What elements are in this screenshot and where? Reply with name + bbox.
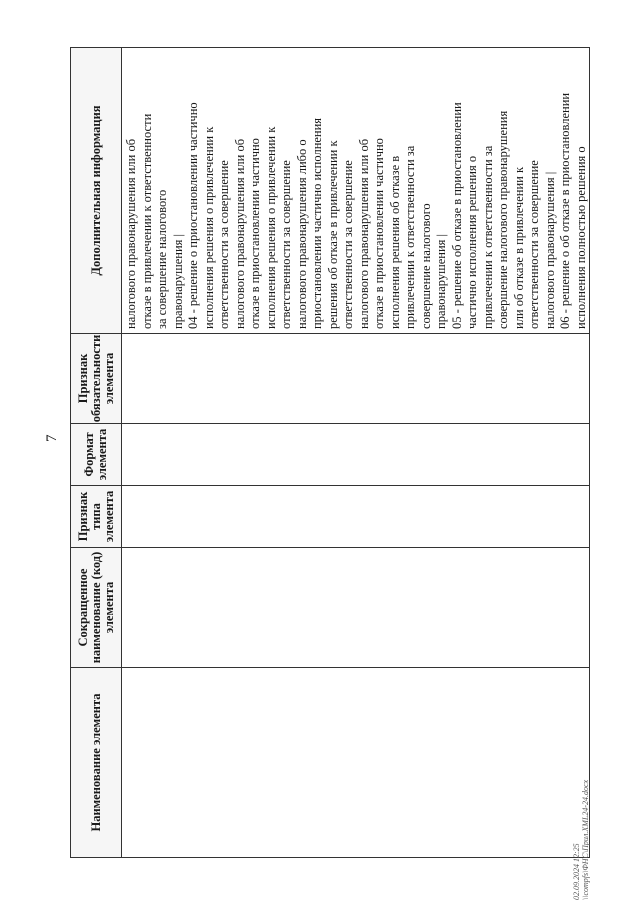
header-element-name: Наименование элемента	[71, 668, 122, 858]
info-line: исполнения решения о привлечении к	[201, 126, 216, 329]
info-line: ответственности за совершение	[527, 160, 541, 329]
info-line: совершение налогового правонарушения	[496, 110, 510, 329]
info-line: приостановлении частично исполнения	[310, 117, 324, 329]
info-line: 04 - решение о приостановлении частично	[186, 102, 200, 329]
header-type: Признак типа элемента	[71, 486, 122, 548]
info-line: отказе в приостановлении частично	[372, 138, 386, 329]
info-line: исполнения полностью решения о	[573, 146, 588, 329]
cell-type	[122, 486, 590, 548]
cell-element-name	[122, 668, 590, 858]
footer-note	[572, 780, 590, 900]
footer-filepath: \\compfs\ФНС\Прил.XML24-24.docx	[581, 779, 590, 900]
info-line: правонарушения |	[434, 233, 448, 329]
cell-format	[122, 424, 590, 486]
info-line: 05 - решение об отказе в приостановлении	[449, 102, 464, 329]
info-line: привлечении к ответственности за	[403, 145, 417, 329]
info-line: ответственности за совершение	[279, 160, 293, 329]
info-line: 06 - решение о об отказе в приостановлении	[558, 92, 572, 329]
info-line: налогового правонарушения либо о	[294, 139, 309, 329]
info-line: или об отказе в привлечении к	[511, 166, 526, 329]
info-line: налогового правонарушения или об	[124, 138, 138, 329]
element-table	[70, 47, 590, 858]
info-line: налогового правонарушения |	[542, 171, 557, 329]
header-required: Признак обязательности элемента	[71, 334, 122, 424]
table-row	[122, 48, 590, 858]
info-line: налогового правонарушения или об	[232, 138, 247, 329]
info-line: привлечении к ответственности за	[480, 145, 495, 329]
header-short-name: Сокращенное наименование (код) элемента	[71, 548, 122, 668]
info-line: ответственности за совершение	[217, 160, 231, 329]
table-header-row	[71, 48, 122, 858]
info-line: правонарушения |	[170, 233, 185, 329]
cell-required	[122, 334, 590, 424]
cell-additional-info	[122, 48, 590, 334]
info-line: за совершение налогового	[155, 189, 169, 329]
header-format: Формат элемента	[71, 424, 122, 486]
info-line: исполнения решения об отказе в	[387, 155, 402, 329]
header-additional-info: Дополнительная информация	[71, 48, 122, 334]
info-line: совершение налогового	[418, 203, 433, 329]
page-number: 7	[44, 434, 60, 442]
footer-timestamp: 02.09.2024 12:25	[572, 843, 581, 900]
info-line: частично исполнения решения о	[465, 155, 479, 329]
additional-info-text	[124, 51, 589, 329]
info-line: отказе в приостановлении частично	[248, 138, 262, 329]
info-line: налогового правонарушения или об	[356, 138, 371, 329]
info-line: решения об отказе в привлечении к	[325, 140, 340, 329]
info-line: исполнения решения о привлечении к	[263, 126, 278, 329]
info-line: отказе в привлечении к ответственности	[139, 113, 154, 329]
info-line: ответственности за совершение	[341, 160, 355, 329]
cell-short-name	[122, 548, 590, 668]
